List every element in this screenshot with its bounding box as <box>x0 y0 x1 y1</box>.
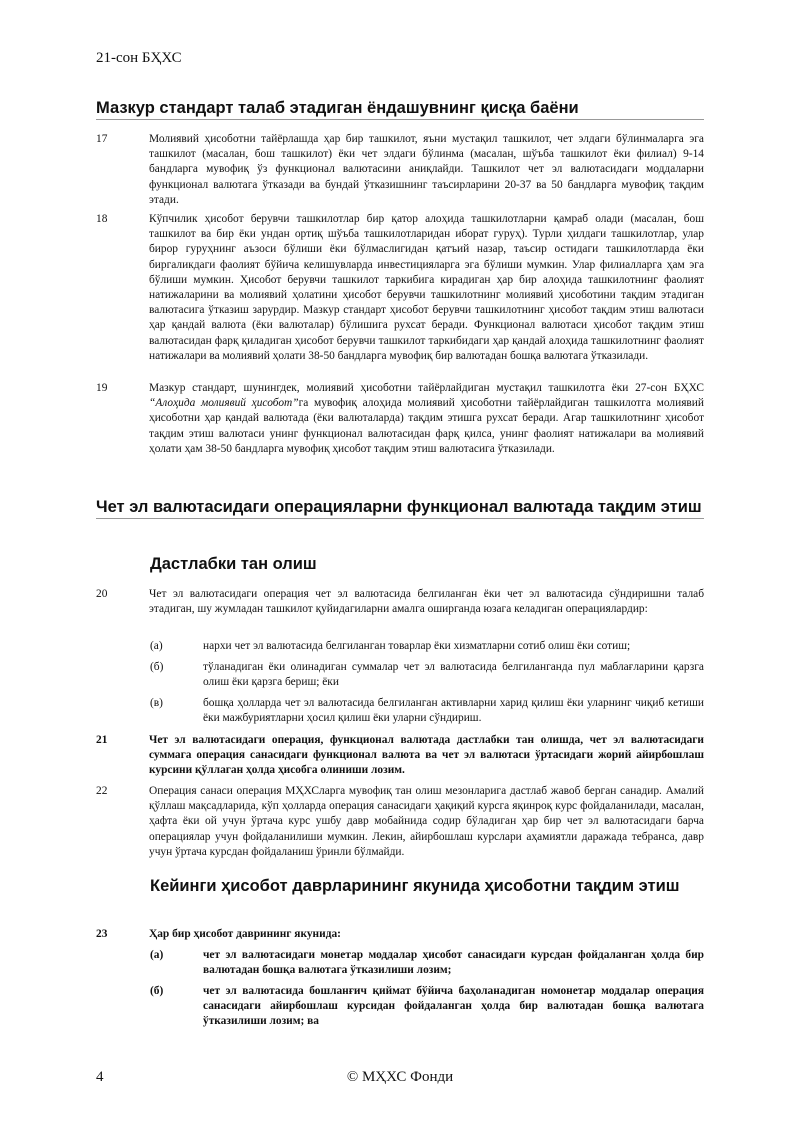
list-item-b <box>150 984 704 1030</box>
list-item-text: тўланадиган ёки олинадиган суммалар чет эл валютасида белгиланганда пул маблағларини қарзга олиш ёки қарзга бериш; ёки <box>203 661 704 689</box>
list-item-label: (б) <box>150 985 164 997</box>
paragraph-number: 23 <box>96 928 108 940</box>
paragraph-text: Молиявий ҳисоботни тайёрлашда ҳар бир ташкилот, яъни мустақил ташкилот, чет элдаги бўлинмаларга эга ташкилот (масалан, бош ташкилот) ёки чет элдаги бўлинма (масалан, шўъба ташкилот ёки филиал) 9-14 бандларга мувофиқ ўз функционал валютасини аниқлайди. Ташкилот чет эл валютасидаги моддаларни функционал валютага ўтказади ва бундай ўтказишнинг таъсирларини 20-37 ва 50 бандларга мувофиқ тақдим этади. <box>149 133 704 206</box>
document-title-italic: “Алоҳида молиявий ҳисобот” <box>149 397 299 410</box>
page-number: 4 <box>96 1069 104 1085</box>
paragraph-number: 19 <box>96 382 108 394</box>
paragraph-text: Ҳар бир ҳисобот даврининг якунида: <box>149 928 341 940</box>
list-item-label: (б) <box>150 661 164 673</box>
paragraph-number: 18 <box>96 213 108 225</box>
subsection-title-initial-recognition: Дастлабки тан олиш <box>150 555 317 573</box>
paragraph-number: 22 <box>96 785 108 797</box>
paragraph-18 <box>96 212 704 364</box>
section-title-summary: Мазкур стандарт талаб этадиган ёндашувнинг қисқа баёни <box>96 98 704 120</box>
paragraph-number: 17 <box>96 133 108 145</box>
list-item-text: чет эл валютасидаги монетар моддалар ҳисобот санасидаги курсдан фойдаланган ҳолда бир валютадан бошқа валютага ўтказилиши лозим; <box>203 949 704 977</box>
list-item-label: (а) <box>150 949 164 961</box>
paragraph-17 <box>96 132 704 208</box>
paragraph-20 <box>96 587 704 617</box>
list-item-label: (а) <box>150 640 163 652</box>
subsection-title-subsequent-reporting: Кейинги ҳисобот даврларининг якунида ҳисоботни тақдим этиш <box>150 877 680 895</box>
paragraph-21 <box>96 733 704 779</box>
paragraph-text: Чет эл валютасидаги операция чет эл валютасида белгиланган ёки чет эл валютасида сўндиришни талаб этадиган, шу жумладан ташкилот қуйидагиларни амалга оширганда юзага келадиган операциялардир: <box>149 588 704 616</box>
paragraph-number: 20 <box>96 588 108 600</box>
paragraph-text: Операция санаси операция МҲХСларга мувофиқ тан олиш мезонларига дастлаб жавоб берган санадир. Амалий қўллаш мақсадларида, кўп ҳолларда операция санасидаги ҳақиқий курсга яқинроқ курс фойдаланилади, масалан, ҳафта ёки ой учун ўртача курс ушбу давр мобайнида содир бўладиган ҳар бир чет эл валютасидаги барча операциялар учун фойдаланилиши мумкин. Лекин, айирбошлаш курслари аҳамиятли даражада тебранса, давр учун ўртача курсдан фойдаланиш ўринли бўлмайди. <box>149 785 704 858</box>
list-item-c <box>150 696 704 726</box>
list-item-label: (в) <box>150 697 163 709</box>
footer-copyright: © МҲХС Фонди <box>346 1069 454 1085</box>
paragraph-text-part: га мувофиқ алоҳида молиявий ҳисоботни тайёрлайдиган ташкилотга молиявий ҳисоботни ҳар қандай валютада (ёки валюталарда) тақдим этишга рухсат беради. Агар ташкилотнинг ҳисобот тақдим этиш валютаси унинг функционал валютасидан фарқ қилса, унинг фаолият натижалари ва молиявий ҳолати ҳам 38-50 бандларга мувофиқ ҳисобот тақдим этиш валютасига ўтказилади. <box>149 397 704 455</box>
list-item-b <box>150 660 704 690</box>
paragraph-text <box>149 381 704 457</box>
paragraph-text: Чет эл валютасидаги операция, функционал валютада дастлабки тан олишда, чет эл валютасидаги суммага операция санасидаги функционал валюта ва чет эл валютаси ўртасидаги жорий айирбошлаш курсини қўллаган ҳолда ҳисобга олиниши лозим. <box>149 734 704 777</box>
section-title-foreign-currency: Чет эл валютасидаги операцияларни функционал валютада тақдим этиш <box>96 497 704 519</box>
paragraph-23 <box>96 927 704 942</box>
paragraph-text: Кўпчилик ҳисобот берувчи ташкилотлар бир қатор алоҳида ташкилотларни қамраб олади (масалан, бош ташкилот ва бир ёки ундан ортиқ шўъба ташкилотларидан иборат гуруҳ). Турли ҳилдаги ташкилотлар, улар бирор гуруҳнинг аъзоси бўлиши ёки бўлмаслигидан қатъий назар, таъсир остидаги ташкилотларда ёки биргаликдаги фаолият бўйича келишувларда инвестицияларга эга бўлиши мумкин. Улар филиалларга ҳам эга бўлиши мумкин. Ҳисобот берувчи ташкилот таркибига кирадиган ҳар бир алоҳида ташкилотнинг фаолият натижаларини ва молиявий ҳолатини ҳисобот берувчи ташкилотнинг молиявий ҳисоботини тақдим этадиган валютасига ўтказиш зарурдир. Мазкур стандарт ҳисобот берувчи ташкилотнинг ҳисобот тақдим этиш валютаси ҳар қандай валюта (ёки валюталар) бўлишига рухсат беради. Функционал валютаси ҳисобот тақдим этиш валютасидан фарқ қиладиган ҳисобот берувчи ташкилот таркибидаги ҳар қандай алоҳида ташкилотнинг фаолият натижалари ва молиявий ҳолати 38-50 бандларга мувофиқ бир валютадан бошқа валютага ўтказилади. <box>149 213 704 362</box>
paragraph-number: 21 <box>96 734 108 746</box>
paragraph-text-part: Мазкур стандарт, шунингдек, молиявий ҳисоботни тайёрлайдиган мустақил ташкилотга ёки 27-сон БҲХС <box>149 382 704 394</box>
list-item-a <box>150 639 704 654</box>
list-item-a <box>150 948 704 978</box>
running-head: 21-сон БҲХС <box>96 50 182 66</box>
paragraph-19 <box>96 381 704 457</box>
list-item-text: чет эл валютасида бошланғич қиймат бўйича баҳоланадиган номонетар моддалар операция санасидаги айирбошлаш курсидан фойдаланган ҳолда бир валютадан бошқа валютага ўтказилиши лозим; ва <box>203 985 704 1028</box>
list-item-text: бошқа ҳолларда чет эл валютасида белгиланган активларни харид қилиш ёки уларнинг чиқиб кетиши ёки мажбуриятларни ҳосил қилиш ёки уларни сўндириш. <box>203 697 704 725</box>
list-item-text: нархи чет эл валютасида белгиланган товарлар ёки хизматларни сотиб олиш ёки сотиш; <box>203 640 631 652</box>
paragraph-22 <box>96 784 704 860</box>
